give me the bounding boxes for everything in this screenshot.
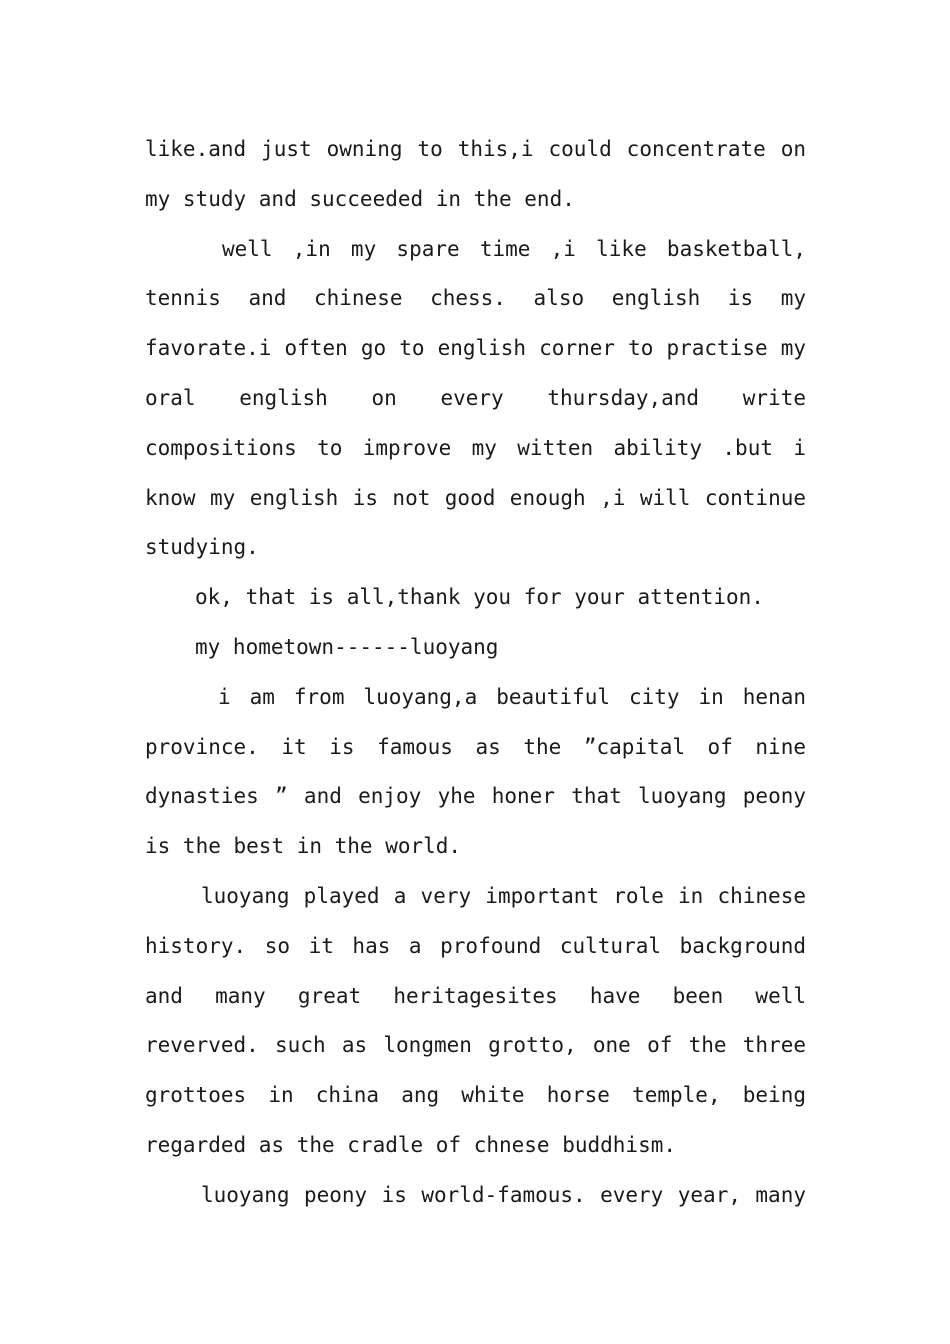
section-heading-hometown: my hometown------luoyang <box>195 634 499 659</box>
document-body <box>145 125 806 1221</box>
paragraph-luoyang-history: luoyang played a very important role in chinese history. so it has a profound cultural background and many great heritagesites have been well reverved. such as longmen grotto, one of the three grottoes in china ang white horse temple, being regarded as the cradle of chnese buddhism. <box>145 883 806 1157</box>
paragraph-study-conclusion: like.and just owning to this,i could concentrate on my study and succeeded in the end. <box>145 137 806 211</box>
paragraph-luoyang-peony: luoyang peony is world-famous. every year, many <box>201 1182 806 1207</box>
paragraph-closing: ok, that is all,thank you for your attention. <box>195 585 764 610</box>
paragraph-hobbies: well ,in my spare time ,i like basketball, tennis and chinese chess. also english is my favorate.i often go to english corner to practise my oral english on every thursday,and write compositions to improve my witten ability .but i know my english is not good enough ,i will continue studying. <box>145 236 806 560</box>
paragraph-luoyang-intro: i am from luoyang,a beautiful city in henan province. it is famous as the ”capital of nine dynasties ” and enjoy yhe honer that luoyang peony is the best in the world. <box>145 684 806 859</box>
